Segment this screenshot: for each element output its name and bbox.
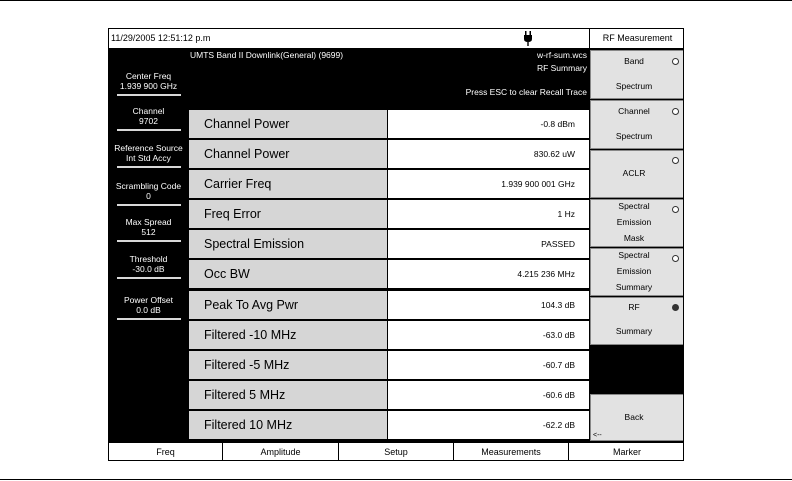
divider <box>117 94 181 96</box>
rf-summary-button[interactable] <box>590 297 684 345</box>
param-value: 9702 <box>139 116 158 126</box>
view-label: RF Summary <box>536 63 587 73</box>
table-row <box>188 200 589 228</box>
tab-freq[interactable]: Freq <box>109 443 223 461</box>
param-scrambling-code[interactable] <box>109 181 188 206</box>
button-label: Spectrum <box>615 81 653 91</box>
row-label: Freq Error <box>189 200 387 228</box>
param-value: 0.0 dB <box>136 305 161 315</box>
back-arrow-icon: <-- <box>593 432 602 439</box>
param-reference-source[interactable] <box>109 143 188 168</box>
param-value: 512 <box>141 227 156 237</box>
menu-title: RF Measurement <box>589 29 684 49</box>
button-label: Emission <box>616 266 652 276</box>
row-value: 104.3 dB <box>388 291 589 319</box>
row-label: Channel Power <box>189 110 387 138</box>
divider <box>117 240 181 242</box>
row-label: Channel Power <box>189 140 387 168</box>
tab-setup[interactable]: Setup <box>339 443 454 461</box>
button-label: RF <box>628 302 640 312</box>
spectral-emission-summary-button[interactable] <box>590 248 684 296</box>
table-row <box>188 140 589 168</box>
tab-amplitude[interactable]: Amplitude <box>223 443 339 461</box>
back-button[interactable] <box>590 394 684 441</box>
param-label: Center Freq <box>125 71 172 81</box>
button-label: Spectral <box>618 201 650 211</box>
table-row <box>188 230 589 258</box>
divider <box>117 277 181 279</box>
param-value: Int Std Accy <box>126 153 171 163</box>
soft-key-panel <box>589 49 684 442</box>
divider <box>117 166 181 168</box>
rf-summary-panel <box>188 49 589 442</box>
table-row <box>188 351 589 379</box>
table-row <box>188 411 589 439</box>
row-value: 4.215 236 MHz <box>388 260 589 288</box>
table-row <box>188 291 589 319</box>
radio-indicator-icon <box>672 206 679 213</box>
param-power-offset[interactable] <box>109 295 188 320</box>
button-label: ACLR <box>622 168 646 178</box>
param-label: Scrambling Code <box>115 181 182 191</box>
button-label: Channel <box>618 106 650 116</box>
band-label: UMTS Band II Downlink(General) (9699) <box>190 50 344 60</box>
instrument-screen <box>108 28 684 461</box>
row-label: Filtered -10 MHz <box>189 321 387 349</box>
param-value: 0 <box>146 191 151 201</box>
row-value: -0.8 dBm <box>388 110 589 138</box>
row-value: 1 Hz <box>388 200 589 228</box>
row-value: -63.0 dB <box>388 321 589 349</box>
row-label: Carrier Freq <box>189 170 387 198</box>
row-label: Spectral Emission <box>189 230 387 258</box>
divider <box>117 318 181 320</box>
recall-hint: Press ESC to clear Recall Trace <box>465 87 587 97</box>
button-label: Spectral <box>618 250 650 260</box>
param-label: Power Offset <box>124 295 173 305</box>
band-spectrum-button[interactable] <box>590 50 684 99</box>
button-label: Summary <box>615 282 653 292</box>
param-threshold[interactable] <box>109 254 188 279</box>
divider <box>117 129 181 131</box>
row-label: Peak To Avg Pwr <box>189 291 387 319</box>
spectral-emission-mask-button[interactable] <box>590 199 684 247</box>
table-row <box>188 110 589 138</box>
button-label: Band <box>624 56 644 66</box>
param-max-spread[interactable] <box>109 217 188 242</box>
aclr-button[interactable] <box>590 150 684 198</box>
param-label: Max Spread <box>125 217 172 227</box>
row-value: -62.2 dB <box>388 411 589 439</box>
row-value: PASSED <box>388 230 589 258</box>
button-label: Summary <box>615 326 653 336</box>
bottom-rule <box>0 479 792 480</box>
param-label: Threshold <box>129 254 168 264</box>
row-label: Occ BW <box>189 260 387 288</box>
radio-indicator-icon <box>672 255 679 262</box>
button-label: Mask <box>623 233 645 243</box>
title-bar <box>109 29 589 49</box>
filename-label: w-rf-sum.wcs <box>536 50 587 60</box>
table-row <box>188 381 589 409</box>
param-value: -30.0 dB <box>132 264 165 274</box>
parameter-sidebar <box>109 49 188 442</box>
radio-selected-icon <box>672 304 679 311</box>
param-channel[interactable] <box>109 106 188 131</box>
bottom-tab-bar <box>109 442 684 461</box>
table-row <box>188 260 589 288</box>
channel-spectrum-button[interactable] <box>590 100 684 149</box>
top-rule <box>0 0 792 1</box>
divider <box>117 204 181 206</box>
row-label: Filtered -5 MHz <box>189 351 387 379</box>
button-label: Emission <box>616 217 652 227</box>
radio-indicator-icon <box>672 108 679 115</box>
button-label: Spectrum <box>615 131 653 141</box>
row-value: -60.7 dB <box>388 351 589 379</box>
timestamp: 11/29/2005 12:51:12 p.m <box>111 33 211 43</box>
radio-indicator-icon <box>672 58 679 65</box>
row-value: 830.62 uW <box>388 140 589 168</box>
radio-indicator-icon <box>672 157 679 164</box>
param-value: 1.939 900 GHz <box>119 81 178 91</box>
table-row <box>188 321 589 349</box>
tab-measurements[interactable]: Measurements <box>454 443 569 461</box>
param-label: Reference Source <box>114 143 183 153</box>
row-label: Filtered 5 MHz <box>189 381 387 409</box>
tab-marker[interactable]: Marker <box>569 443 684 461</box>
param-label: Channel <box>132 106 165 116</box>
row-value: 1.939 900 001 GHz <box>388 170 589 198</box>
row-value: -60.6 dB <box>388 381 589 409</box>
power-plug-icon <box>523 30 533 46</box>
param-center-freq[interactable] <box>109 71 188 96</box>
table-row <box>188 170 589 198</box>
row-label: Filtered 10 MHz <box>189 411 387 439</box>
button-label: Back <box>624 412 644 422</box>
